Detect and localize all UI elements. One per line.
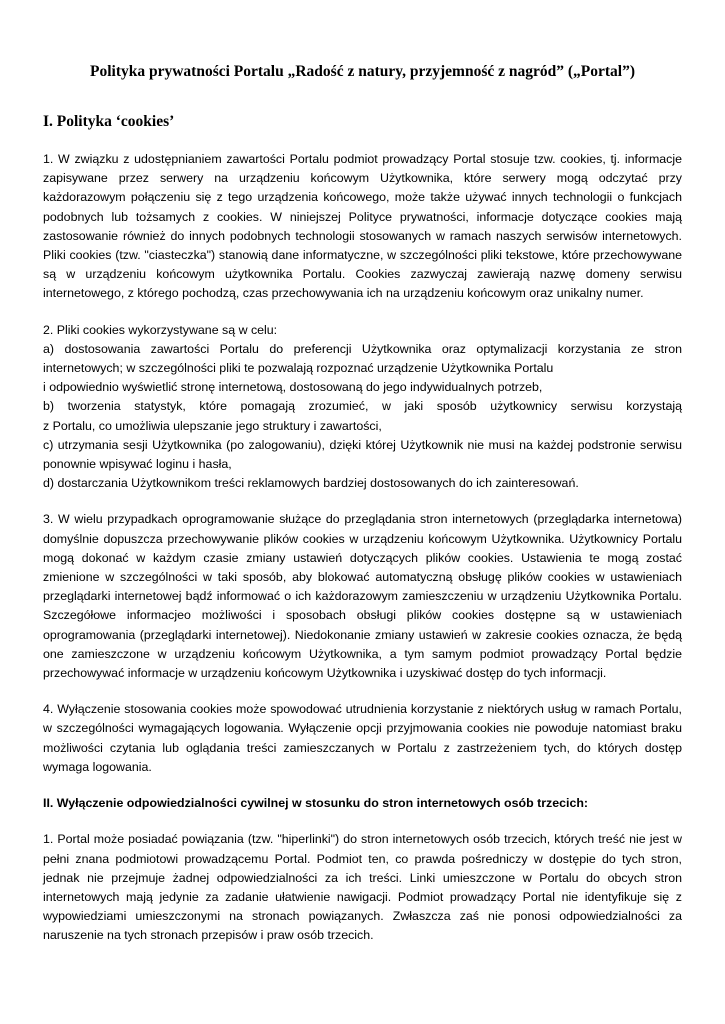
cookies-purpose-intro: 2. Pliki cookies wykorzystywane są w celu: [43,322,278,337]
cookies-purpose-b-cont: z Portalu, co umożliwia ulepszanie jego struktury i zawartości, [43,418,382,433]
section-heading-liability: II. Wyłączenie odpowiedzialności cywilnej w stosunku do stron internetowych osób trzecich: [43,796,589,811]
section-heading-cookies: I. Polityka ‘cookies’ [43,113,175,130]
document-title: Polityka prywatności Portalu „Radość z natury, przyjemność z nagród” („Portal”) [89,63,636,80]
cookies-purpose-a: a) dostosowania zawartości Portalu do preferencji Użytkownika oraz optymalizacji korzystania ze stron internetowych; w szczególności pliki te pozwalają rozpoznać urządzenie Użytkownika Portalu [43,341,682,376]
cookies-purpose-d: d) dostarczania Użytkownikom treści reklamowych bardziej dostosowanych do ich zainteresowań. [43,476,579,491]
paragraph-cookies-3: 3. W wielu przypadkach oprogramowanie służące do przeglądania stron internetowych (przeglądarka internetowa) domyślnie dopuszcza przechowywanie plików cookies w urządzeniu końcowym Użytkownika. Użytkownicy Portalu mogą dokonać w każdym czasie zmiany ustawień dotyczących plików cookies. Ustawienia te mogą zostać zmienione w szczególności w taki sposób, aby blokować automatyczną obsługę plików cookies w ustawieniach przeglądarki internetowej bądź informować o ich każdorazowym zamieszczeniu w urządzeniu Użytkownika Portalu. Szczegółowe informacjeo możliwości i sposobach obsługi plików cookies dostępne są w ustawieniach oprogramowania (przeglądarki internetowej). Niedokonanie zmiany ustawień w zakresie cookies oznacza, że będą one zamieszczone w urządzeniu końcowym Użytkownika, a tym samym podmiot prowadzący Portal będzie przechowywać informacje w urządzeniu końcowym Użytkownika i uzyskiwać dostęp do tych informacji. [43,512,682,681]
cookies-purpose-c: c) utrzymania sesji Użytkownika (po zalogowaniu), dzięki której Użytkownik nie musi na każdej podstronie serwisu [43,437,682,452]
paragraph-cookies-1: 1. W związku z udostępnianiem zawartości Portalu podmiot prowadzący Portal stosuje tzw. cookies, tj. informacje zapisywane przez serwery na urządzeniu końcowym Użytkownika, które serwery mogą odczytać przy każdorazowym połączeniu się z tego urządzenia końcowego, może także używać innych technologii o funkcjach podobnych lub tożsamych z cookies. W niniejszej Polityce prywatności, informacje dotyczące cookies mają zastosowanie również do innych podobnych technologii stosowanych w ramach naszych serwisów internetowych. Pliki cookies (tzw. "ciasteczka") stanowią dane informatyczne, w szczególności pliki tekstowe, które przechowywane są w urządzeniu końcowym użytkownika Portalu. Cookies zazwyczaj zawierają nazwę domeny serwisu internetowego, z którego pochodzą, czas przechowywania ich na urządzeniu końcowym oraz unikalny numer. [43,152,682,301]
paragraph-cookies-4: 4. Wyłączenie stosowania cookies może spowodować utrudnienia korzystanie z niektórych usług w ramach Portalu, w szczególności wymagających logowania. Wyłączenie opcji przyjmowania cookies nie powoduje natomiast braku możliwości czytania lub oglądania treści zamieszczanych w Portalu z zastrzeżeniem tych, do których dostęp wymaga logowania. [43,702,682,774]
cookies-purpose-a-cont: i odpowiednio wyświetlić stronę internetową, dostosowaną do jego indywidualnych potrzeb, [43,380,543,395]
paragraph-cookies-2 [43,321,682,494]
paragraph-liability-1: 1. Portal może posiadać powiązania (tzw. "hiperlinki") do stron internetowych osób trzecich, których treść nie jest w pełni znana podmiotowi prowadzącemu Portal. Podmiot ten, co prawda pośredniczy w dostępie do tych stron, jednak nie przejmuje żadnej odpowiedzialności za ich treści. Linki umieszczone w Portalu do obcych stron internetowych mają jedynie za zadanie ułatwienie nawigacji. Podmiot prowadzący Portal nie identyfikuje się z wypowiedziami umieszczonymi na stronach powiązanych. Zwłaszcza zaś nie ponosi odpowiedzialności za naruszenie na tych stronach przepisów i praw osób trzecich. [43,832,682,943]
cookies-purpose-b: b) tworzenia statystyk, które pomagają zrozumieć, w jaki sposób użytkownicy serwisu korzystają [43,399,682,414]
cookies-purpose-c-cont: ponownie wpisywać loginu i hasła, [43,457,232,472]
